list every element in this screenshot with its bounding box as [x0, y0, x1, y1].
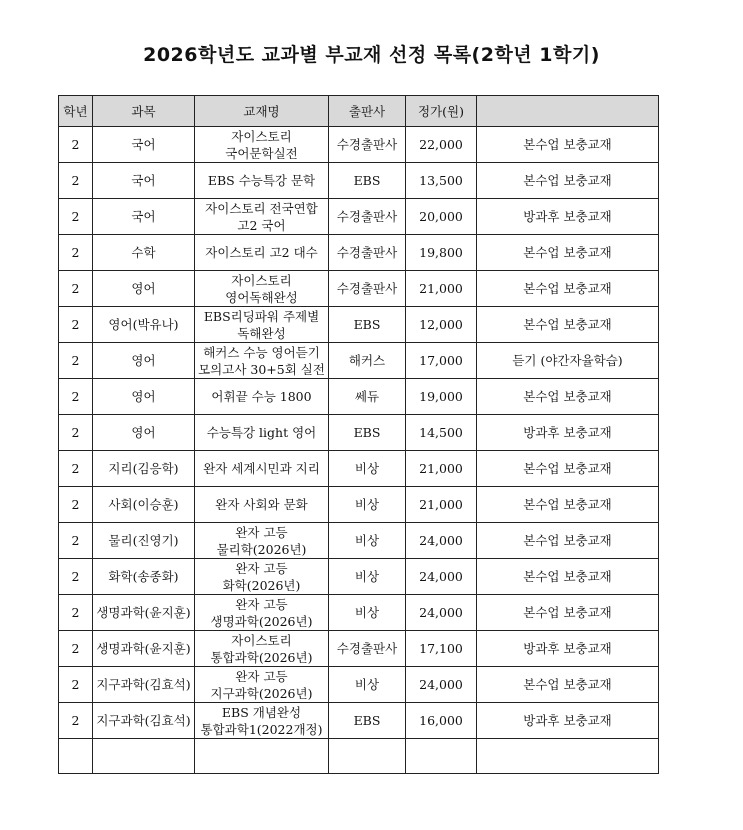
table-row	[59, 163, 659, 199]
cell-book: 완자 사회와 문화	[195, 487, 329, 523]
cell-book: 완자 고등 화학(2026년)	[195, 559, 329, 595]
cell-grade: 2	[59, 415, 93, 451]
cell-note: 본수업 보충교재	[477, 379, 659, 415]
cell-book: 해커스 수능 영어듣기 모의고사 30+5회 실전	[195, 343, 329, 379]
cell-publisher: 비상	[329, 487, 406, 523]
cell-price: 17,100	[406, 631, 477, 667]
cell-price: 24,000	[406, 667, 477, 703]
table-row	[59, 559, 659, 595]
empty-cell	[59, 739, 93, 774]
cell-price: 14,500	[406, 415, 477, 451]
cell-publisher: 수경출판사	[329, 271, 406, 307]
empty-cell	[93, 739, 195, 774]
cell-price: 24,000	[406, 523, 477, 559]
cell-book: 수능특강 light 영어	[195, 415, 329, 451]
table-row	[59, 415, 659, 451]
cell-note: 본수업 보충교재	[477, 163, 659, 199]
cell-subject: 지리(김응학)	[93, 451, 195, 487]
cell-price: 24,000	[406, 595, 477, 631]
header-grade: 학년	[59, 96, 93, 127]
cell-note: 본수업 보충교재	[477, 667, 659, 703]
cell-publisher: 비상	[329, 667, 406, 703]
cell-book: EBS 개념완성 통합과학1(2022개정)	[195, 703, 329, 739]
cell-price: 17,000	[406, 343, 477, 379]
cell-grade: 2	[59, 703, 93, 739]
cell-subject: 사회(이승훈)	[93, 487, 195, 523]
textbook-table	[58, 95, 659, 774]
cell-note: 본수업 보충교재	[477, 307, 659, 343]
cell-subject: 국어	[93, 199, 195, 235]
cell-book: EBS리딩파워 주제별 독해완성	[195, 307, 329, 343]
cell-grade: 2	[59, 595, 93, 631]
cell-note: 본수업 보충교재	[477, 235, 659, 271]
cell-price: 12,000	[406, 307, 477, 343]
cell-grade: 2	[59, 631, 93, 667]
empty-cell	[329, 739, 406, 774]
cell-grade: 2	[59, 451, 93, 487]
cell-note: 본수업 보충교재	[477, 127, 659, 163]
cell-subject: 영어(박유나)	[93, 307, 195, 343]
header-note	[477, 96, 659, 127]
cell-note: 방과후 보충교재	[477, 703, 659, 739]
cell-price: 21,000	[406, 487, 477, 523]
cell-note: 방과후 보충교재	[477, 415, 659, 451]
table-row	[59, 271, 659, 307]
cell-note: 본수업 보충교재	[477, 559, 659, 595]
cell-subject: 물리(진영기)	[93, 523, 195, 559]
cell-note: 방과후 보충교재	[477, 199, 659, 235]
cell-subject: 영어	[93, 271, 195, 307]
cell-grade: 2	[59, 487, 93, 523]
header-row	[59, 96, 659, 127]
cell-book: 어휘끝 수능 1800	[195, 379, 329, 415]
cell-publisher: EBS	[329, 415, 406, 451]
cell-note: 본수업 보충교재	[477, 271, 659, 307]
cell-grade: 2	[59, 235, 93, 271]
cell-subject: 영어	[93, 343, 195, 379]
header-subject: 과목	[93, 96, 195, 127]
table-row	[59, 667, 659, 703]
empty-row	[59, 739, 659, 774]
cell-publisher: EBS	[329, 163, 406, 199]
cell-subject: 화학(송종화)	[93, 559, 195, 595]
cell-publisher: 수경출판사	[329, 199, 406, 235]
cell-publisher: 수경출판사	[329, 235, 406, 271]
cell-note: 본수업 보충교재	[477, 451, 659, 487]
table-row	[59, 631, 659, 667]
document-title: 2026학년도 교과별 부교재 선정 목록(2학년 1학기)	[143, 44, 600, 66]
cell-price: 13,500	[406, 163, 477, 199]
cell-subject: 국어	[93, 163, 195, 199]
cell-grade: 2	[59, 307, 93, 343]
cell-publisher: EBS	[329, 703, 406, 739]
header-book: 교재명	[195, 96, 329, 127]
table-body	[59, 127, 659, 774]
cell-book: 완자 세계시민과 지리	[195, 451, 329, 487]
cell-book: 자이스토리 전국연합 고2 국어	[195, 199, 329, 235]
cell-book: EBS 수능특강 문학	[195, 163, 329, 199]
cell-subject: 영어	[93, 379, 195, 415]
cell-grade: 2	[59, 199, 93, 235]
cell-price: 21,000	[406, 271, 477, 307]
cell-note: 본수업 보충교재	[477, 523, 659, 559]
table-row	[59, 235, 659, 271]
cell-subject: 생명과학(윤지훈)	[93, 595, 195, 631]
cell-note: 본수업 보충교재	[477, 487, 659, 523]
cell-subject: 영어	[93, 415, 195, 451]
cell-book: 자이스토리 고2 대수	[195, 235, 329, 271]
table-row	[59, 307, 659, 343]
cell-grade: 2	[59, 343, 93, 379]
cell-price: 21,000	[406, 451, 477, 487]
cell-price: 16,000	[406, 703, 477, 739]
cell-grade: 2	[59, 523, 93, 559]
cell-subject: 지구과학(김효석)	[93, 667, 195, 703]
table-row	[59, 379, 659, 415]
table-row	[59, 199, 659, 235]
cell-subject: 지구과학(김효석)	[93, 703, 195, 739]
cell-price: 22,000	[406, 127, 477, 163]
table-row	[59, 451, 659, 487]
cell-subject: 생명과학(윤지훈)	[93, 631, 195, 667]
cell-grade: 2	[59, 667, 93, 703]
empty-cell	[406, 739, 477, 774]
table-row	[59, 703, 659, 739]
header-publisher: 출판사	[329, 96, 406, 127]
cell-subject: 수학	[93, 235, 195, 271]
cell-price: 24,000	[406, 559, 477, 595]
cell-subject: 국어	[93, 127, 195, 163]
cell-publisher: 수경출판사	[329, 127, 406, 163]
table-row	[59, 523, 659, 559]
cell-price: 20,000	[406, 199, 477, 235]
empty-cell	[477, 739, 659, 774]
cell-publisher: EBS	[329, 307, 406, 343]
cell-book: 완자 고등 물리학(2026년)	[195, 523, 329, 559]
cell-book: 자이스토리 영어독해완성	[195, 271, 329, 307]
cell-publisher: 비상	[329, 559, 406, 595]
cell-book: 완자 고등 지구과학(2026년)	[195, 667, 329, 703]
cell-publisher: 비상	[329, 523, 406, 559]
table-row	[59, 343, 659, 379]
cell-book: 자이스토리 통합과학(2026년)	[195, 631, 329, 667]
cell-note: 듣기 (야간자율학습)	[477, 343, 659, 379]
cell-book: 자이스토리 국어문학실전	[195, 127, 329, 163]
cell-price: 19,800	[406, 235, 477, 271]
cell-publisher: 비상	[329, 451, 406, 487]
cell-grade: 2	[59, 379, 93, 415]
cell-grade: 2	[59, 559, 93, 595]
cell-publisher: 비상	[329, 595, 406, 631]
cell-note: 방과후 보충교재	[477, 631, 659, 667]
cell-grade: 2	[59, 127, 93, 163]
table-row	[59, 595, 659, 631]
cell-book: 완자 고등 생명과학(2026년)	[195, 595, 329, 631]
header-price: 정가(원)	[406, 96, 477, 127]
table-row	[59, 127, 659, 163]
empty-cell	[195, 739, 329, 774]
cell-publisher: 해커스	[329, 343, 406, 379]
cell-grade: 2	[59, 163, 93, 199]
cell-note: 본수업 보충교재	[477, 595, 659, 631]
cell-price: 19,000	[406, 379, 477, 415]
cell-grade: 2	[59, 271, 93, 307]
cell-publisher: 수경출판사	[329, 631, 406, 667]
cell-publisher: 쎄듀	[329, 379, 406, 415]
table-row	[59, 487, 659, 523]
